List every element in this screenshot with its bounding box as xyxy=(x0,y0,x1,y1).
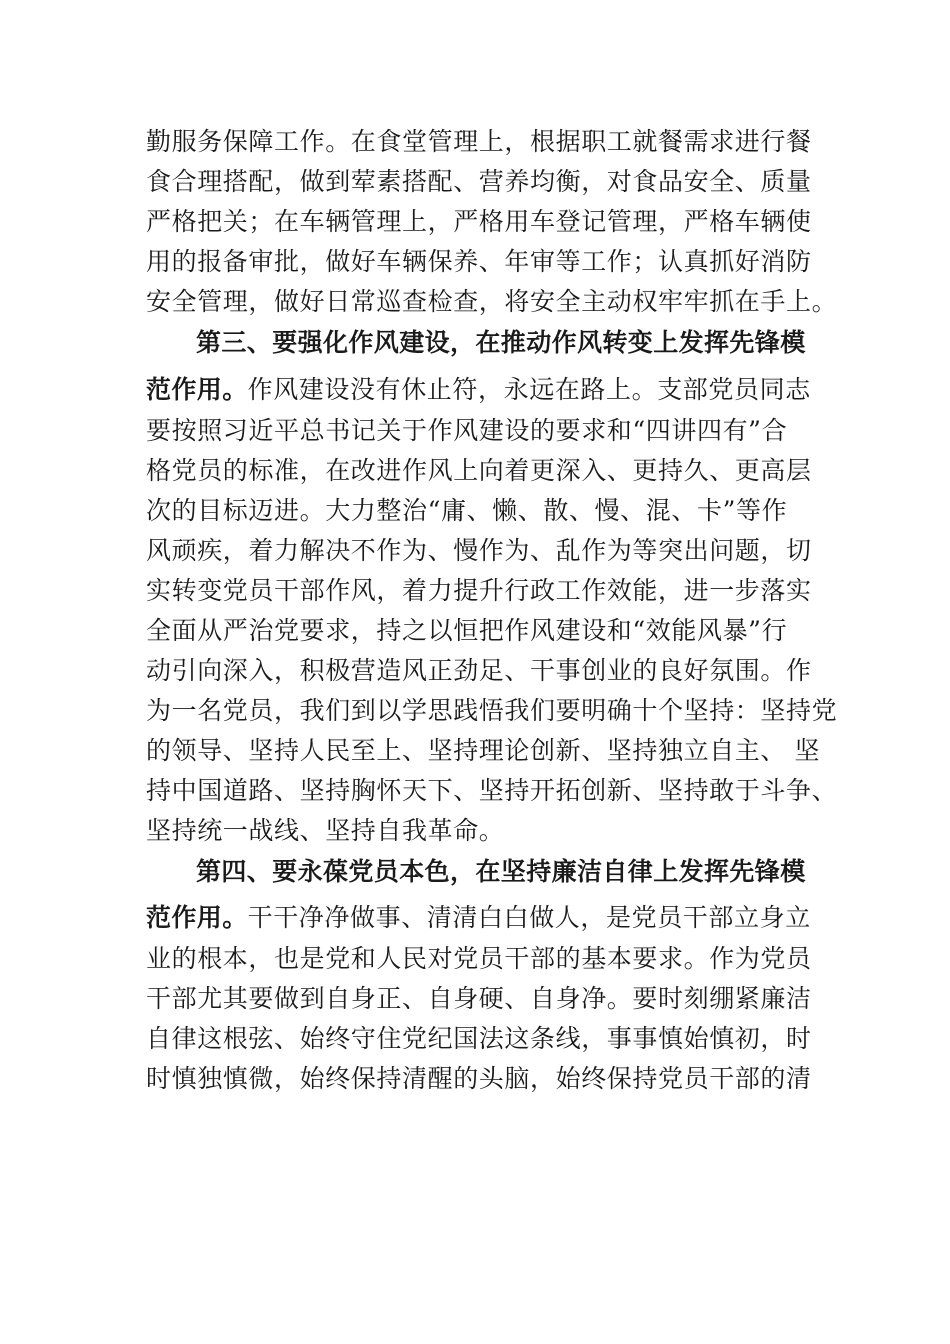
text-line: 自律这根弦、始终守住党纪国法这条线，事事慎始慎初，时 xyxy=(146,1024,812,1053)
text-line: 格党员的标准，在改进作风上向着更深入、更持久、更高层 xyxy=(146,456,812,485)
section4-first-line xyxy=(146,898,811,938)
text-line: 勤服务保障工作。在食堂管理上，根据职工就餐需求进行餐 xyxy=(146,127,812,156)
text-line: 的领导、坚持人民至上、坚持理论创新、坚持独立自主、 坚 xyxy=(146,736,821,765)
text-line: 要按照习近平总书记关于作风建设的要求和“四讲四有”合 xyxy=(146,416,788,445)
section3-heading: 第三、要强化作风建设，在推动作风转变上发挥先锋模 xyxy=(196,328,806,357)
text-line: 安全管理，做好日常巡查检查，将安全主动权牢牢抓在手上。 xyxy=(146,287,838,316)
section4-heading: 第四、要永葆党员本色，在坚持廉洁自律上发挥先锋模 xyxy=(196,857,806,886)
section4-text: 干干净净做事、清清白白做人，是党员干部立身立 xyxy=(247,903,811,932)
text-line: 风顽疾，着力解决不作为、慢作为、乱作为等突出问题，切 xyxy=(146,536,812,565)
section3-first-line xyxy=(146,370,811,410)
text-line: 实转变党员干部作风，着力提升行政工作效能，进一步落实 xyxy=(146,576,812,605)
text-line: 业的根本，也是党和人民对党员干部的基本要求。作为党员 xyxy=(146,944,812,973)
section3-text: 作风建设没有休止符，永远在路上。支部党员同志 xyxy=(247,375,811,404)
text-line: 用的报备审批，做好车辆保养、年审等工作；认真抓好消防 xyxy=(146,247,812,276)
text-line: 严格把关；在车辆管理上，严格用车登记管理，严格车辆使 xyxy=(146,207,812,236)
text-line: 坚持统一战线、坚持自我革命。 xyxy=(146,816,505,845)
text-line: 为一名党员，我们到以学思践悟我们要明确十个坚持：坚持党 xyxy=(146,696,838,725)
text-line: 全面从严治党要求，持之以恒把作风建设和“效能风暴”行 xyxy=(146,616,788,645)
text-line: 食合理搭配，做到荤素搭配、营养均衡，对食品安全、质量 xyxy=(146,167,812,196)
section4-heading-end: 范作用。 xyxy=(146,903,248,932)
section3-heading-end: 范作用。 xyxy=(146,375,248,404)
text-line: 次的目标迈进。大力整治“庸、懒、散、慢、混、卡”等作 xyxy=(146,496,788,525)
text-line: 干部尤其要做到自身正、自身硬、自身净。要时刻绷紧廉洁 xyxy=(146,984,812,1013)
text-line: 时慎独慎微，始终保持清醒的头脑，始终保持党员干部的清 xyxy=(146,1064,812,1093)
text-line: 动引向深入，积极营造风正劲足、干事创业的良好氛围。作 xyxy=(146,656,812,685)
text-line: 持中国道路、坚持胸怀天下、坚持开拓创新、坚持敢于斗争、 xyxy=(146,776,838,805)
